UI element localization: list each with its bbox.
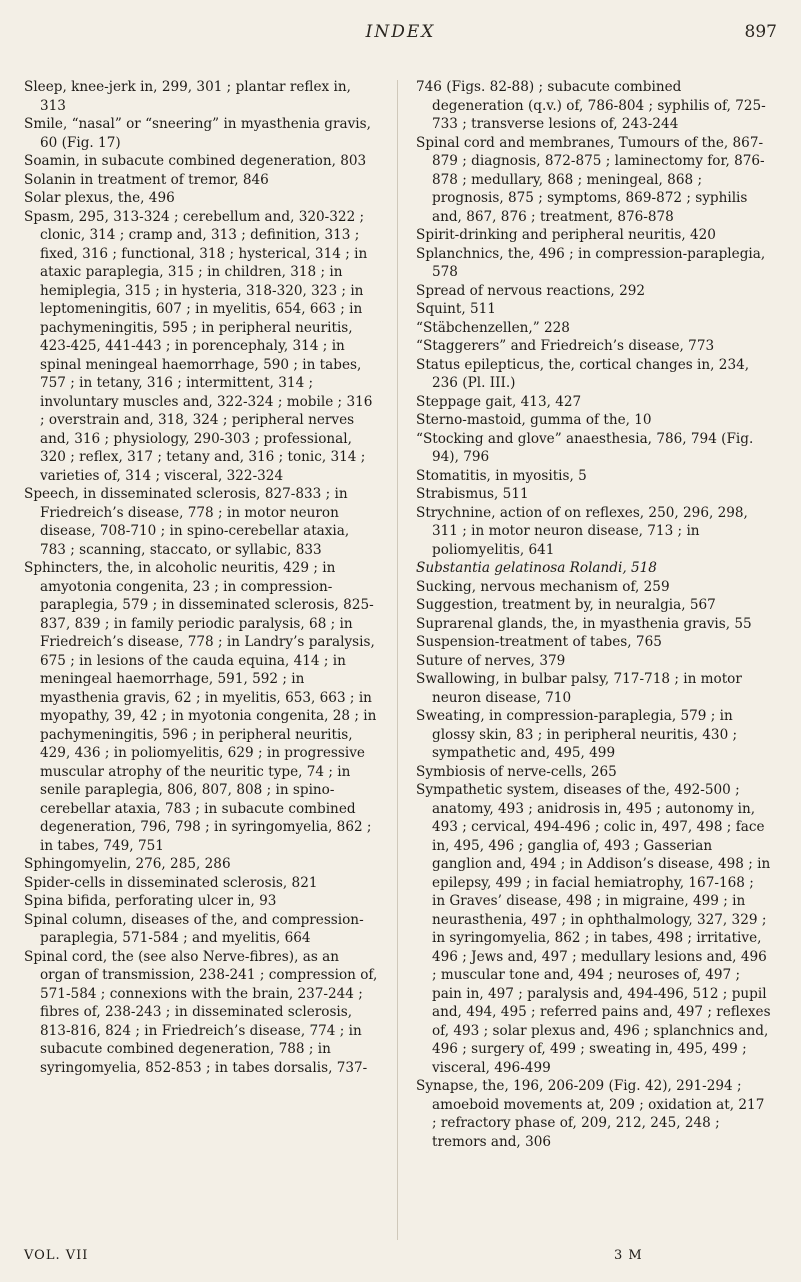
index-entry: Steppage gait, 413, 427 — [416, 393, 582, 410]
index-entry: Spinal column, diseases of the, and compression-paraplegia, 571-584 ; and myelitis, 664 — [24, 911, 364, 946]
index-entry: Strychnine, action of on reflexes, 250, 296, 298, 311 ; in motor neuron disease, 713 ; in poliomyelitis, 641 — [416, 504, 748, 558]
index-entry: Sphingomyelin, 276, 285, 286 — [24, 856, 231, 872]
index-entry: Sterno-mastoid, gumma of the, 10 — [416, 412, 652, 428]
index-entry: Suggestion, treatment by, in neuralgia, 567 — [416, 597, 716, 613]
index-entry: Spread of nervous reactions, 292 — [416, 282, 646, 299]
index-entry: Speech, in disseminated sclerosis, 827-833 ; in Friedreich’s disease, 778 ; in motor neuron disease, 708-710 ; in spino-cerebellar ataxia, 783 ; scanning, staccato, or syllabic, 833 — [24, 486, 350, 558]
index-entry: Spider-cells in disseminated sclerosis, 821 — [24, 874, 318, 891]
index-entry: Symbiosis of nerve-cells, 265 — [416, 763, 617, 780]
sheet-signature: 3 M — [614, 1248, 643, 1263]
index-entry: “Stäbchenzellen,” 228 — [416, 319, 570, 336]
index-entry: 746 (Figs. 82-88) ; subacute combined degeneration (q.v.) of, 786-804 ; syphilis of, 725-733 ; transverse lesions of, 243-244 — [416, 79, 766, 132]
volume-signature: VOL. VII — [24, 1248, 89, 1263]
index-entry: Sucking, nervous mechanism of, 259 — [416, 578, 670, 595]
index-entry: Solar plexus, the, 496 — [24, 190, 175, 206]
index-entry: Smile, “nasal” or “sneering” in myasthenia gravis, 60 (Fig. 17) — [24, 116, 371, 151]
index-entry: Spinal cord, the (see also Nerve-fibres), as an organ of transmission, 238-241 ; compression of, 571-584 ; connexions with the brain, 237-244 ; fibres of, 238-243 ; in disseminated sclerosis, 813-816, 824 ; in Friedreich’s disease, 774 ; in subacute combined degeneration, 788 ; in syringomyelia, 852-853 ; in tabes dorsalis, 737- — [24, 948, 378, 1076]
index-entry: Substantia gelatinosa Rolandi, 518 — [416, 560, 657, 576]
index-entry: Swallowing, in bulbar palsy, 717-718 ; in motor neuron disease, 710 — [416, 671, 742, 706]
index-entry: Sympathetic system, diseases of the, 492-500 ; anatomy, 493 ; anidrosis in, 495 ; autonomy in, 493 ; cervical, 494-496 ; colic in, 497, 498 ; face in, 495, 496 ; ganglia of, 493 ; Gasserian ganglion and, 494 ; in Addison’s disease, 498 ; in epilepsy, 499 ; in facial hemiatrophy, 167-168 ; in Graves’ disease, 498 ; in migraine, 499 ; in neurasthenia, 497 ; in ophthalmology, 327, 329 ; in syringomyelia, 862 ; in tabes, 498 ; irritative, 496 ; Jews and, 497 ; medullary lesions and, 496 ; muscular tone and, 494 ; neuroses of, 497 ; pain in, 497 ; paralysis and, 494-496, 512 ; pupil and, 494, 495 ; referred pains and, 497 ; reflexes of, 493 ; solar plexus and, 496 ; splanchnics and, 496 ; surgery of, 499 ; sweating in, 495, 499 ; visceral, 496-499 — [416, 782, 771, 1076]
index-entry: “Staggerers” and Friedreich’s disease, 773 — [416, 338, 715, 354]
column-divider — [397, 80, 398, 1240]
index-entry: Synapse, the, 196, 206-209 (Fig. 42), 291-294 ; amoeboid movements at, 209 ; oxidation at, 217 ; refractory phase of, 209, 212, 245, 248 ; tremors and, 306 — [416, 1078, 765, 1150]
index-entry: Status epilepticus, the, cortical changes in, 234, 236 (Pl. III.) — [416, 356, 750, 391]
index-entry: Sleep, knee-jerk in, 299, 301 ; plantar reflex in, 313 — [24, 79, 351, 114]
index-entry: Spirit-drinking and peripheral neuritis, 420 — [416, 227, 716, 243]
index-entry: Soamin, in subacute combined degeneration, 803 — [24, 153, 367, 169]
index-entry: Sweating, in compression-paraplegia, 579 ; in glossy skin, 83 ; in peripheral neuritis, 430 ; sympathetic and, 495, 499 — [416, 708, 738, 761]
index-entry: Solanin in treatment of tremor, 846 — [24, 171, 269, 188]
index-entry: Sphincters, the, in alcoholic neuritis, 429 ; in amyotonia congenita, 23 ; in compression-paraplegia, 579 ; in disseminated sclerosis, 825-837, 839 ; in family periodic paralysis, 68 ; in Friedreich’s disease, 778 ; in Landry’s paralysis, 675 ; in lesions of the cauda equina, 414 ; in meningeal haemorrhage, 591, 592 ; in myasthenia gravis, 62 ; in myelitis, 653, 663 ; in myopathy, 39, 42 ; in myotonia congenita, 28 ; in pachymeningitis, 596 ; in peripheral neuritis, 429, 436 ; in poliomyelitis, 629 ; in progressive muscular atrophy of the neuritic type, 74 ; in senile paraplegia, 806, 807, 808 ; in spino-cerebellar ataxia, 783 ; in subacute combined degeneration, 796, 798 ; in syringomyelia, 862 ; in tabes, 749, 751 — [24, 560, 377, 854]
left-column — [24, 78, 379, 1077]
index-entry: Spasm, 295, 313-324 ; cerebellum and, 320-322 ; clonic, 314 ; cramp and, 313 ; definition, 313 ; fixed, 316 ; functional, 318 ; hysterical, 314 ; in ataxic paraplegia, 315 ; in children, 318 ; in hemiplegia, 315 ; in hysteria, 318-320, 323 ; in leptomeningitis, 607 ; in myelitis, 654, 663 ; in pachymeningitis, 595 ; in peripheral neuritis, 423-425, 441-443 ; in porencephaly, 314 ; in spinal meningeal haemorrhage, 590 ; in tabes, 757 ; in tetany, 316 ; intermittent, 314 ; involuntary muscles and, 322-324 ; mobile ; 316 ; overstrain and, 318, 324 ; peripheral nerves and, 316 ; physiology, 290-303 ; professional, 320 ; reflex, 317 ; tetany and, 316 ; tonic, 314 ; varieties of, 314 ; visceral, 322-324 — [24, 208, 373, 484]
index-entry: Suture of nerves, 379 — [416, 652, 566, 669]
index-entry: Spinal cord and membranes, Tumours of the, 867-879 ; diagnosis, 872-875 ; laminectomy for, 876-878 ; medullary, 868 ; meningeal, 868 ; prognosis, 875 ; symptoms, 869-872 ; syphilis and, 867, 876 ; treatment, 876-878 — [416, 134, 765, 225]
index-entry: Suspension-treatment of tabes, 765 — [416, 634, 662, 650]
index-entry: Squint, 511 — [416, 301, 496, 317]
index-entry: Spina bifida, perforating ulcer in, 93 — [24, 893, 277, 909]
right-column — [416, 78, 771, 1151]
index-entry: Stomatitis, in myositis, 5 — [416, 467, 587, 484]
page-number: 897 — [744, 22, 777, 42]
index-entry: “Stocking and glove” anaesthesia, 786, 794 (Fig. 94), 796 — [416, 430, 754, 465]
index-entry: Splanchnics, the, 496 ; in compression-paraplegia, 578 — [416, 245, 766, 280]
index-entry: Strabismus, 511 — [416, 486, 529, 502]
running-title: INDEX — [365, 22, 436, 42]
index-entry: Suprarenal glands, the, in myasthenia gravis, 55 — [416, 615, 752, 632]
